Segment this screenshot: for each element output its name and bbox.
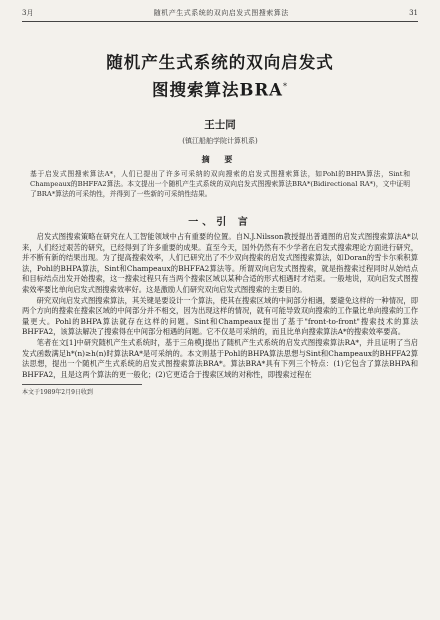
- footnote-rule: [22, 384, 142, 385]
- abstract-text: 基于启发式图搜索算法A*，人们已提出了许多可采纳的双向搜索的启发式图搜索算法，如Pohl的BHPA算法，Sint和Champeaux的BHFFA2算法。本文提出一个随机产生式系统的双向启发式图搜索算法BRA*(Bidirectional RA*)，文中证明了BRA*算法的可采纳性，并得到了一些新的可采纳性结果。: [30, 169, 410, 198]
- body-text: [22, 232, 418, 380]
- paper-title-line2: 图搜索算法BRA: [152, 80, 283, 100]
- running-head-month: 3月: [22, 9, 34, 17]
- author-affiliation: (镇江船舶学院计算机系): [182, 136, 258, 145]
- paper-title-line1: 随机产生式系统的双向启发式: [106, 53, 334, 72]
- paper-title-line2-wrap: [22, 75, 418, 103]
- abstract-heading: 摘 要: [201, 153, 239, 164]
- author-name: 王士同: [204, 118, 236, 131]
- header-rule: [22, 21, 418, 22]
- title-footnote-mark: *: [282, 82, 288, 91]
- running-head: [22, 8, 418, 18]
- page-number: 31: [409, 9, 418, 17]
- running-head-title: 随机产生式系统的双向启发式图搜索算法: [153, 9, 289, 17]
- paper-title: [22, 51, 418, 103]
- body-paragraph-3: 笔者在文[1]中研究随机产生式系统时，基于三角模J提出了随机产生式系统的启发式图搜索算法RA*，并且证明了当启发式函数满足h*(n)≥h(n)时算法RA*是可采纳的。本文则基于Pohl的BHPA算法思想与Sint和Champeaux的BHFFA2算法思想，提出一个随机产生式系统的启发式图搜索算法BRA*。算法BRA*具有下列三个特点：(1)它包含了算法BHPA和BHFFA2，且是这两个算法的更一般化；(2)它更适合于搜索区域的对称性，即搜索过程在: [22, 338, 418, 379]
- body-paragraph-1: 启发式图搜索策略在研究在人工智能领域中占有重要的位置。自N.J.Nilsson教授提出普通图的启发式图搜索算法A*以来，人们经过艰苦的研究，已经得到了许多重要的成果。直至今天，国外仍然有不少学者在启发式搜索理论方面进行研究，并不断有新的结果出现。为了提高搜索效率，人们已研究出了不少双向搜索的启发式图搜索算法，如Doran的雪卡尔乘积算法，Pohl的BHPA算法，Sint和Champeaux的BHFFA2算法等。所谓双向启发式图搜索，就是指搜索过程同时从始结点和目标结点出发开始搜索，这一搜索过程只有当两个搜索区域以某种合适的形式相遇时才结束。一般地说，双向启发式图搜索效率要比单向启发式图搜索效率好。这是激励人们研究双向启发式图搜索的主要目的。: [22, 232, 418, 295]
- footnote: 本文于1989年2月9日收到: [22, 389, 93, 397]
- body-paragraph-2: 研究双向启发式图搜索算法，其关键是要设计一个算法，使其在搜索区域的中间部分相遇，要避免这样的一种情况，即两个方向的搜索在搜索区域的中间部分并不相交，因为出现这样的情况，就有可能导致双向搜索的工作量比单向搜索的工作量更大。Pohl的BHPA算法就存在这样的问题。Sint和Champeaux提出了基于"front-to-front"搜索技术的算法BHFFA2，该算法解决了搜索得在中间部分相遇的问题。它不仅是可采纳的，而且比单向搜索算法A*的搜索效率要高。: [22, 295, 418, 337]
- section-title: 一、引 言: [188, 217, 252, 229]
